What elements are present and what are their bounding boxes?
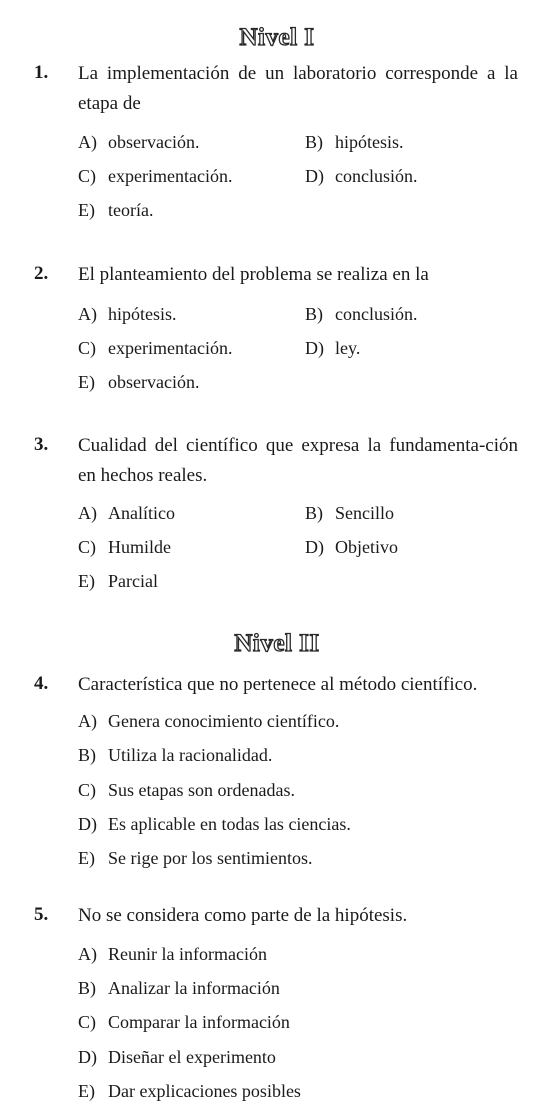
question-text: No se considera como parte de la hipótesis.: [78, 905, 408, 926]
question-number: 3.: [34, 434, 49, 455]
option-d[interactable]: D) Objetivo: [305, 537, 398, 557]
option-d[interactable]: D) Es aplicable en todas las ciencias.: [78, 814, 351, 834]
option-c[interactable]: C) Comparar la información: [78, 1012, 290, 1032]
question-text: La implementación de un laboratorio corresponde a la etapa de: [78, 63, 518, 114]
option-e[interactable]: E) teoría.: [78, 200, 154, 220]
option-a[interactable]: A) hipótesis.: [78, 304, 177, 324]
option-b[interactable]: B) Utiliza la racionalidad.: [78, 745, 273, 765]
question-text: El planteamiento del problema se realiza en la: [78, 264, 429, 285]
option-c[interactable]: C) experimentación.: [78, 338, 233, 358]
option-a[interactable]: A) Reunir la información: [78, 944, 267, 964]
option-c[interactable]: C) experimentación.: [78, 166, 233, 186]
level-title-1: Nivel I: [239, 24, 315, 51]
option-e[interactable]: E) Dar explicaciones posibles: [78, 1081, 301, 1101]
question-text: Cualidad del científico que expresa la fundamenta-ción en hechos reales.: [78, 435, 518, 486]
option-e[interactable]: E) Se rige por los sentimientos.: [78, 848, 313, 868]
option-c[interactable]: C) Humilde: [78, 537, 171, 557]
option-e[interactable]: E) observación.: [78, 372, 200, 392]
question-text: Característica que no pertenece al método científico.: [78, 674, 478, 695]
level-title-2: Nivel II: [234, 630, 320, 657]
option-a[interactable]: A) observación.: [78, 132, 200, 152]
option-b[interactable]: B) Sencillo: [305, 503, 394, 523]
option-b[interactable]: B) hipótesis.: [305, 132, 404, 152]
option-d[interactable]: D) conclusión.: [305, 166, 418, 186]
option-c[interactable]: C) Sus etapas son ordenadas.: [78, 780, 295, 800]
question-number: 4.: [34, 673, 49, 694]
option-d[interactable]: D) ley.: [305, 338, 361, 358]
option-d[interactable]: D) Diseñar el experimento: [78, 1047, 276, 1067]
option-b[interactable]: B) Analizar la información: [78, 978, 280, 998]
question-number: 1.: [34, 62, 49, 83]
option-e[interactable]: E) Parcial: [78, 571, 158, 591]
option-a[interactable]: A) Genera conocimiento científico.: [78, 711, 340, 731]
question-number: 5.: [34, 904, 49, 925]
question-number: 2.: [34, 263, 49, 284]
option-a[interactable]: A) Analítico: [78, 503, 175, 523]
option-b[interactable]: B) conclusión.: [305, 304, 418, 324]
